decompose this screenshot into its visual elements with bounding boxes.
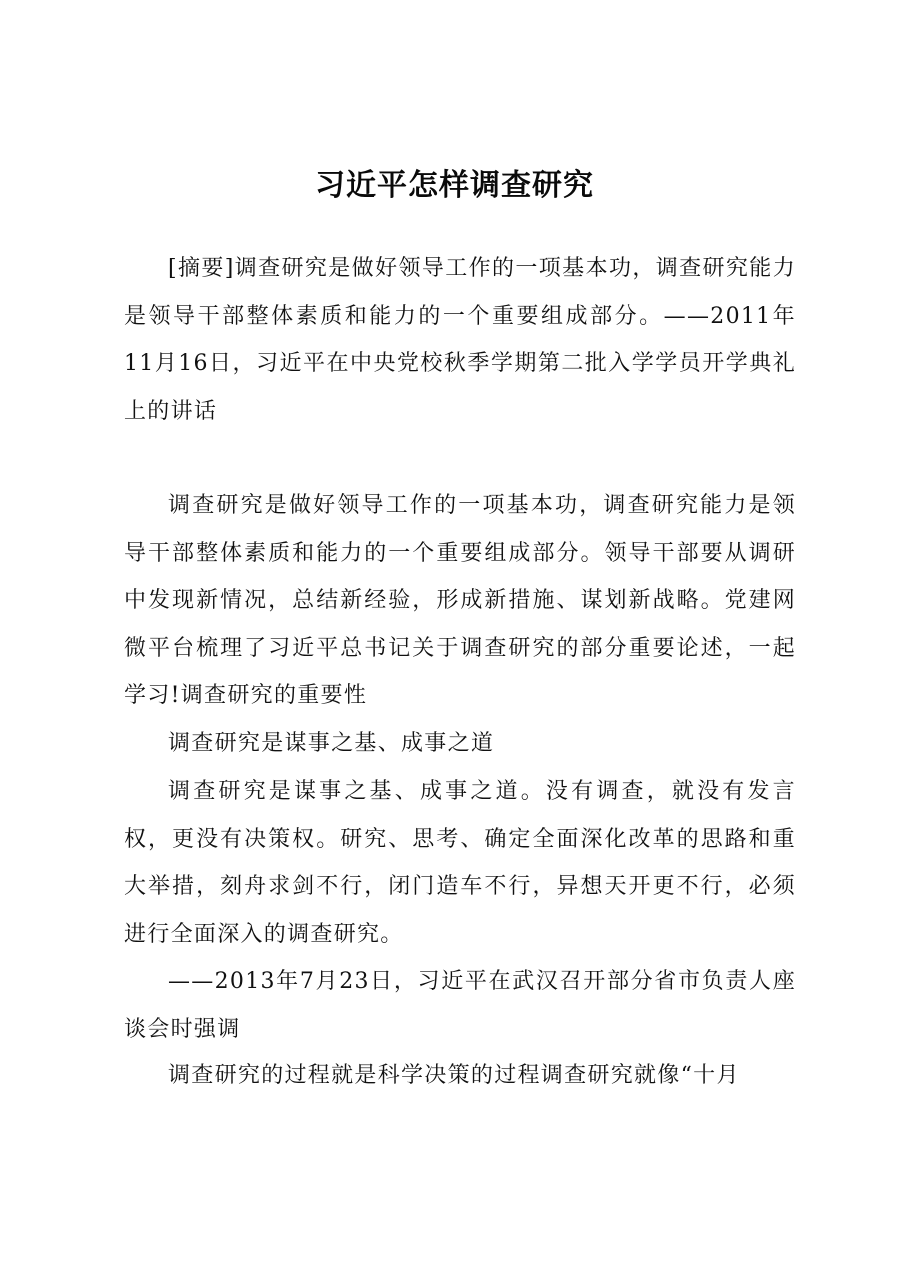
body-paragraph: 调查研究是谋事之基、成事之道。没有调查，就没有发言权，更没有决策权。研究、思考、确定全面深化改革的思路和重大举措，刻舟求剑不行，闭门造车不行，异想天开更不行，必须进行全面深入的调查研究。	[124, 779, 796, 947]
document-title: 习近平怎样调查研究	[315, 168, 594, 203]
body-paragraph-truncated: 调查研究的过程就是科学决策的过程调查研究就像“十月	[168, 1063, 740, 1088]
abstract-paragraph: [摘要]调查研究是做好领导工作的一项基本功，调查研究能力是领导干部整体素质和能力的一个重要组成部分。——2011年11月16日，习近平在中央党校秋季学期第二批入学学员开学典礼上的讲话	[124, 256, 796, 424]
intro-paragraph: 调查研究是做好领导工作的一项基本功，调查研究能力是领导干部整体素质和能力的一个重要组成部分。领导干部要从调研中发现新情况，总结新经验，形成新措施、谋划新战略。党建网微平台梳理了习近平总书记关于调查研究的部分重要论述，一起学习!调查研究的重要性	[124, 493, 796, 708]
quote-source-paragraph: ——2013年7月23日，习近平在武汉召开部分省市负责人座谈会时强调	[124, 969, 796, 1042]
section-heading: 调查研究是谋事之基、成事之道	[168, 731, 495, 756]
